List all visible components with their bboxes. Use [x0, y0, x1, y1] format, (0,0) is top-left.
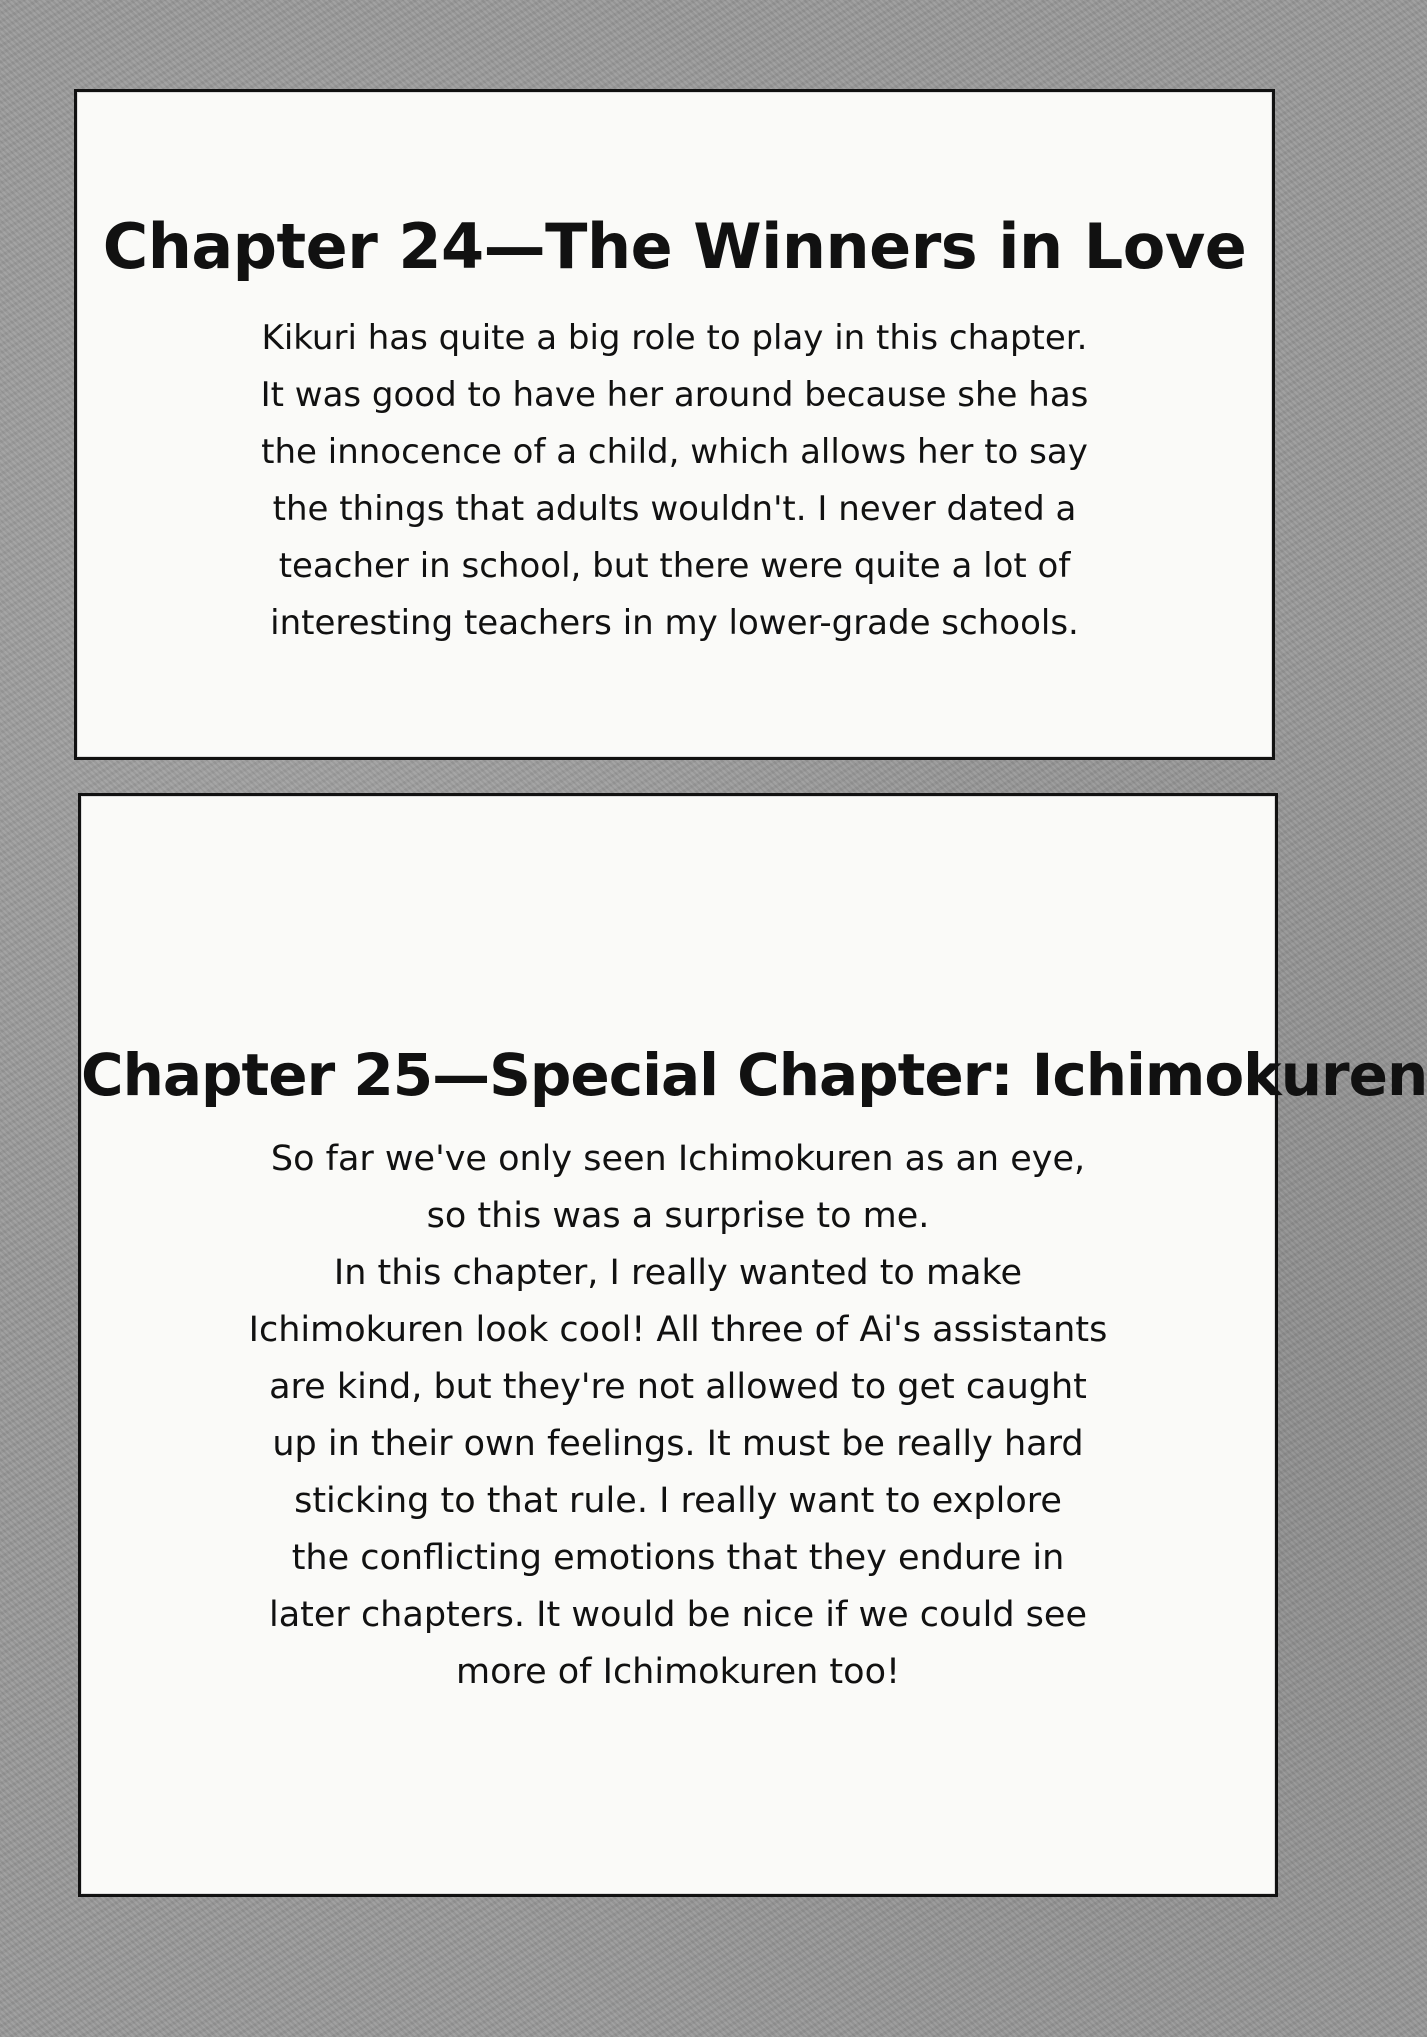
- body-line: the innocence of a child, which allows her to say: [261, 432, 1088, 472]
- body-line: Ichimokuren look cool! All three of Ai's assistants: [248, 1310, 1108, 1350]
- body-line: the things that adults wouldn't. I never dated a: [272, 489, 1077, 529]
- body-line: up in their own feelings. It must be really hard: [272, 1424, 1084, 1464]
- body-line: later chapters. It would be nice if we could see: [269, 1595, 1087, 1635]
- chapter-25-panel: [78, 793, 1427, 1897]
- body-line: interesting teachers in my lower-grade schools.: [270, 603, 1079, 643]
- body-line: sticking to that rule. I really want to explore: [294, 1481, 1062, 1521]
- chapter-24-title: Chapter 24—The Winners in Love: [102, 210, 1247, 283]
- body-line: It was good to have her around because she has: [260, 375, 1089, 415]
- body-line: Kikuri has quite a big role to play in this chapter.: [261, 318, 1088, 358]
- body-line: more of Ichimokuren too!: [455, 1652, 901, 1692]
- body-line: are kind, but they're not allowed to get caught: [269, 1367, 1087, 1407]
- body-line: teacher in school, but there were quite a lot of: [278, 546, 1071, 586]
- chapter-24-body: [77, 310, 1272, 652]
- chapter-25-title: Chapter 25—Special Chapter: Ichimokuren: [81, 1041, 1427, 1109]
- body-line: the conflicting emotions that they endure in: [291, 1538, 1065, 1578]
- chapter-24-panel: [74, 89, 1275, 760]
- body-line: So far we've only seen Ichimokuren as an eye,: [270, 1139, 1086, 1179]
- chapter-25-body: [81, 1131, 1275, 1701]
- body-line: In this chapter, I really wanted to make: [333, 1253, 1023, 1293]
- body-line: so this was a surprise to me.: [426, 1196, 930, 1236]
